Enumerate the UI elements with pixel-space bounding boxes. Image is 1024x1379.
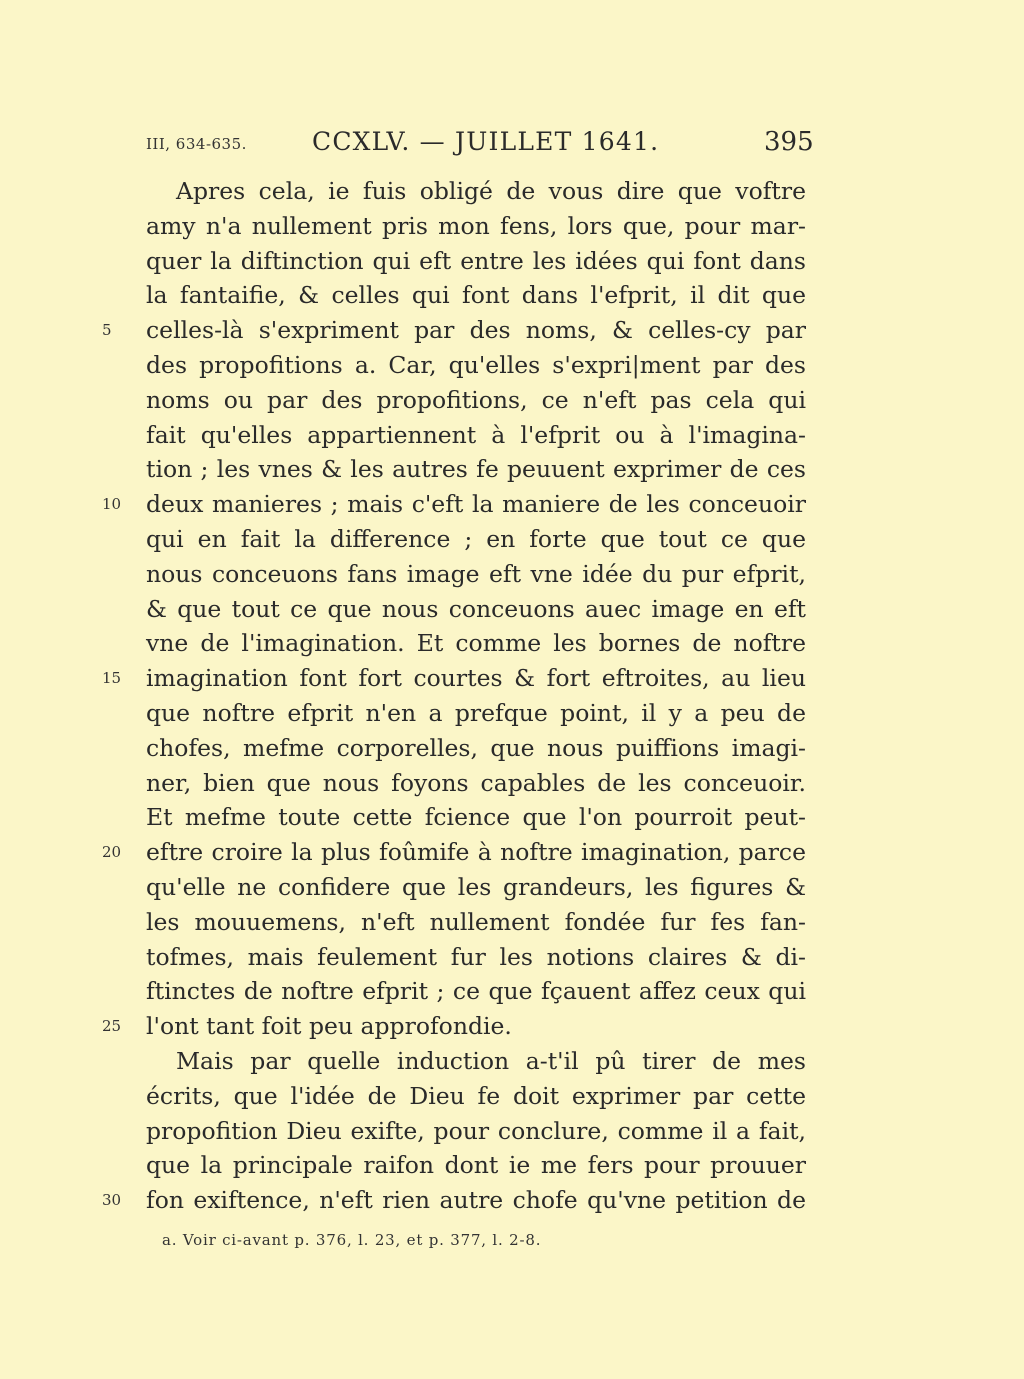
line-text: la fantaifie, & celles qui font dans l'efprit, il dit que — [146, 281, 806, 310]
line-text: des propofitions a. Car, qu'elles s'expri|ment par des — [146, 350, 806, 379]
text-line — [146, 1044, 806, 1079]
line-text: & que tout ce que nous conceuons auec image en eft — [146, 594, 806, 623]
line-text: qui en fait la difference ; en forte que tout ce que — [146, 524, 806, 553]
running-head — [0, 127, 1024, 161]
line-number: 15 — [102, 669, 122, 688]
text-line — [146, 974, 806, 1009]
line-text: ner, bien que nous foyons capables de les conceuoir. — [146, 768, 806, 797]
line-text: eftre croire la plus foûmife à noftre imagination, parce — [146, 838, 806, 867]
line-text: celles-là s'expriment par des noms, & celles-cy par — [146, 316, 806, 345]
line-text: écrits, que l'idée de Dieu fe doit exprimer par cette — [146, 1081, 806, 1110]
line-text: ftinctes de noftre efprit ; ce que fçauent affez ceux qui — [146, 977, 806, 1006]
line-text: Apres cela, ie fuis obligé de vous dire que voftre — [176, 177, 806, 205]
text-line — [146, 870, 806, 905]
footnote: a. Voir ci-avant p. 376, l. 23, et p. 377, l. 2-8. — [162, 1231, 542, 1249]
text-line — [146, 626, 806, 661]
line-text: Mais par quelle induction a-t'il pû tirer de mes — [176, 1046, 806, 1075]
line-text: que la principale raifon dont ie me fers pour prouuer — [146, 1151, 806, 1180]
body-text — [102, 174, 806, 1218]
line-text: deux manieres ; mais c'eft la maniere de les conceuoir — [146, 490, 806, 519]
line-text: que noftre efprit n'en a prefque point, il y a peu de — [146, 698, 806, 727]
line-text: imagination font fort courtes & fort eftroites, au lieu — [146, 664, 806, 693]
text-line — [146, 348, 806, 383]
text-line — [102, 1183, 806, 1218]
line-number: 20 — [102, 843, 122, 862]
text-line — [102, 1009, 806, 1044]
text-line — [102, 313, 806, 348]
text-line — [146, 557, 806, 592]
text-line — [146, 592, 806, 627]
text-line — [146, 800, 806, 835]
line-text: fait qu'elles appartiennent à l'efprit ou à l'imagina- — [146, 420, 806, 449]
line-text: qu'elle ne confidere que les grandeurs, les figures & — [146, 872, 806, 901]
text-line — [102, 661, 806, 696]
text-line — [146, 209, 806, 244]
line-text: Et mefme toute cette fcience que l'on pourroit peut- — [146, 803, 806, 832]
text-line — [146, 174, 806, 209]
text-line — [146, 278, 806, 313]
line-text: propofition Dieu exifte, pour conclure, comme il a fait, — [146, 1116, 806, 1145]
volume-page-reference: III, 634-635. — [146, 135, 247, 153]
text-line — [146, 383, 806, 418]
text-line — [146, 244, 806, 279]
line-number: 25 — [102, 1017, 122, 1036]
line-number: 5 — [102, 321, 112, 340]
line-text: fon exiftence, n'eft rien autre chofe qu'vne petition de — [146, 1186, 806, 1215]
text-line — [146, 452, 806, 487]
line-number: 10 — [102, 495, 122, 514]
line-text: tion ; les vnes & les autres fe peuuent exprimer de ces — [146, 455, 806, 484]
line-text: noms ou par des propofitions, ce n'eft pas cela qui — [146, 385, 806, 414]
text-line — [102, 487, 806, 522]
line-text: amy n'a nullement pris mon fens, lors que, pour mar- — [146, 211, 806, 240]
text-line — [146, 940, 806, 975]
line-text: chofes, mefme corporelles, que nous puiffions imagi- — [146, 733, 806, 762]
line-text: quer la diftinction qui eft entre les idées qui font dans — [146, 246, 806, 275]
line-text: nous conceuons fans image eft vne idée du pur efprit, — [146, 559, 806, 588]
text-line — [146, 766, 806, 801]
text-line — [146, 731, 806, 766]
line-text: les mouuemens, n'eft nullement fondée fur fes fan- — [146, 907, 806, 936]
line-number: 30 — [102, 1191, 122, 1210]
text-line — [146, 1148, 806, 1183]
text-line — [146, 696, 806, 731]
text-line — [146, 905, 806, 940]
text-line — [146, 1114, 806, 1149]
page-number: 395 — [764, 127, 814, 157]
text-line — [146, 418, 806, 453]
text-line — [102, 835, 806, 870]
line-text: vne de l'imagination. Et comme les bornes de noftre — [146, 629, 806, 658]
text-line — [146, 522, 806, 557]
letter-heading: CCXLV. — JUILLET 1641. — [312, 127, 660, 156]
line-text: tofmes, mais feulement fur les notions claires & di- — [146, 942, 806, 971]
text-line — [146, 1079, 806, 1114]
line-text: l'ont tant foit peu approfondie. — [146, 1012, 512, 1041]
